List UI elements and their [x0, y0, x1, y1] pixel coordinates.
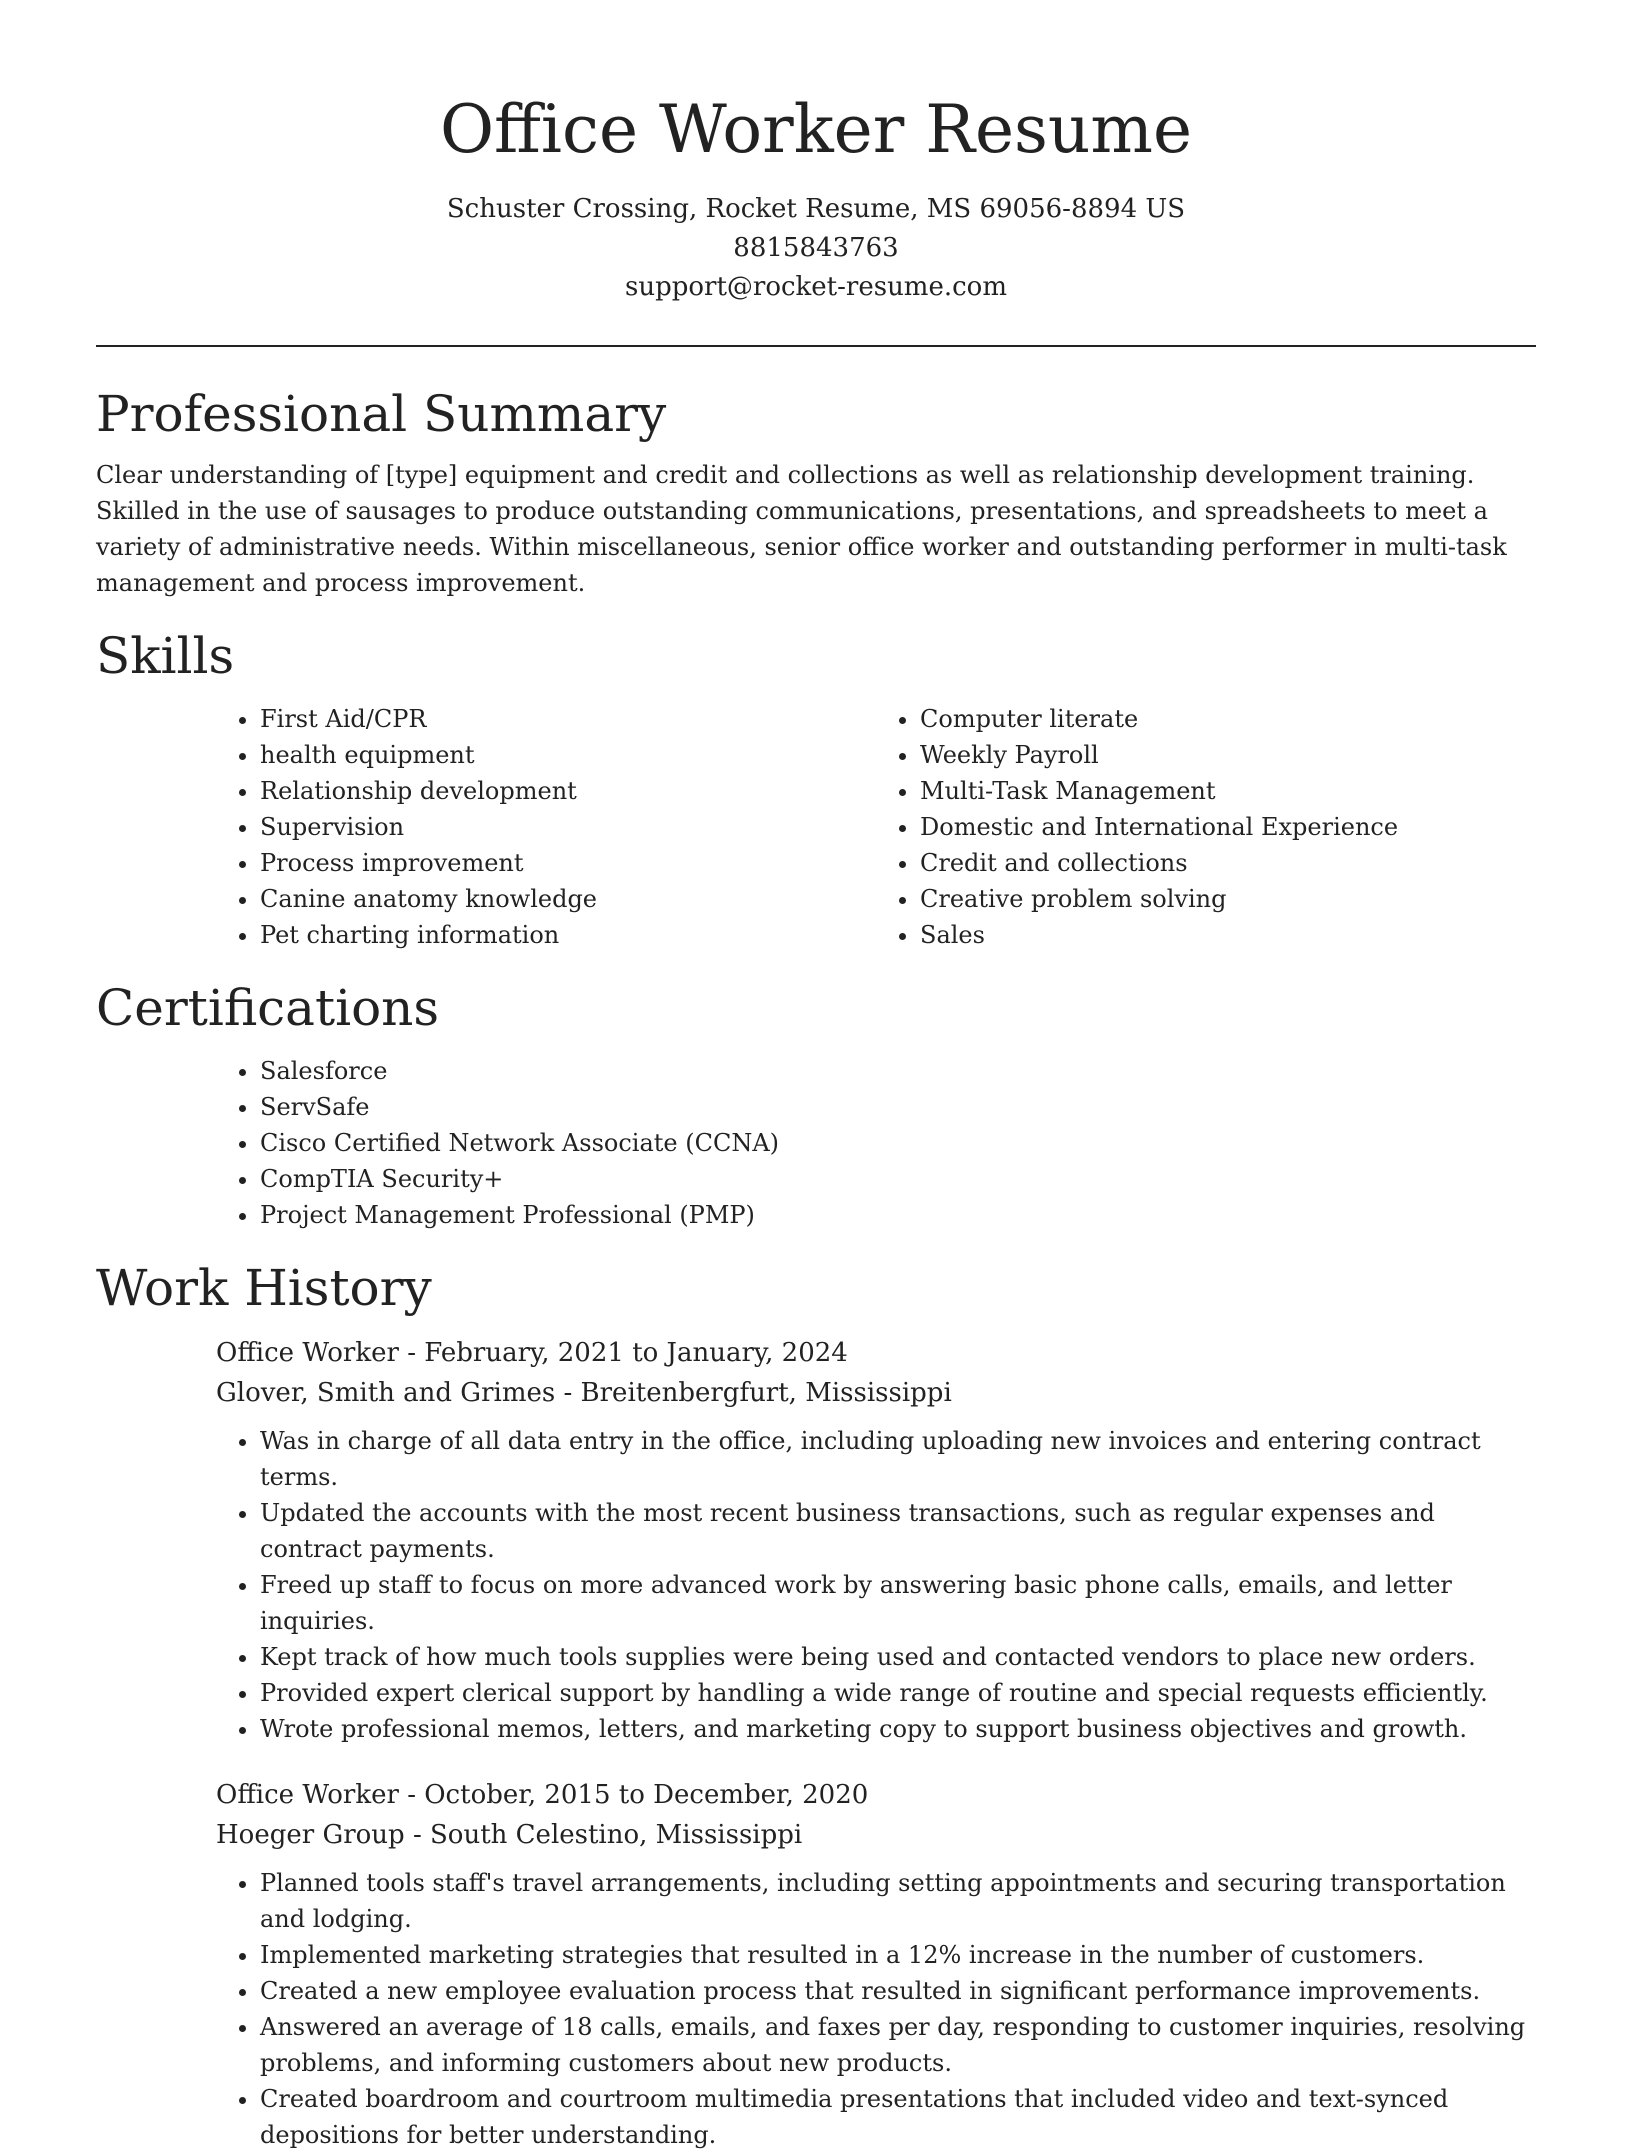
skills-list-left — [216, 701, 876, 953]
skill-item: • Multi-Task Management — [920, 773, 1536, 809]
summary-section — [96, 379, 1536, 601]
job-duty-item: • Created a new employee evaluation process that resulted in significant performance improvements. — [260, 1973, 1536, 2009]
job-duties-list — [216, 1423, 1536, 1747]
job-company: Hoeger Group - South Celestino, Mississippi — [216, 1820, 803, 1850]
job-duty-item: • Provided expert clerical support by handling a wide range of routine and special requests efficiently. — [260, 1675, 1536, 1711]
skill-item: • Relationship development — [260, 773, 876, 809]
skill-item: • Creative problem solving — [920, 881, 1536, 917]
skill-item: • Supervision — [260, 809, 876, 845]
job-duty-item: • Updated the accounts with the most recent business transactions, such as regular expenses and contract payments. — [260, 1495, 1536, 1567]
skill-item: • health equipment — [260, 737, 876, 773]
header-divider — [96, 345, 1536, 347]
skills-columns — [216, 701, 1536, 953]
job-duty-item: • Freed up staff to focus on more advanced work by answering basic phone calls, emails, and letter inquiries. — [260, 1567, 1536, 1639]
job-duty-item: • Kept track of how much tools supplies were being used and contacted vendors to place new orders. — [260, 1639, 1536, 1675]
skill-item: • Computer literate — [920, 701, 1536, 737]
job-company: Glover, Smith and Grimes - Breitenbergfurt, Mississippi — [216, 1378, 952, 1408]
job-title: Office Worker - February, 2021 to January, 2024 — [216, 1338, 848, 1368]
contact-phone: 8815843763 — [733, 233, 899, 263]
summary-heading: Professional Summary — [96, 385, 667, 443]
work-history-jobs — [216, 1333, 1536, 2153]
certifications-heading: Certifications — [96, 979, 440, 1037]
job-entry — [216, 1775, 1536, 2153]
skill-item: • Weekly Payroll — [920, 737, 1536, 773]
job-duty-item: • Planned tools staff's travel arrangements, including setting appointments and securing transportation and lodging. — [260, 1865, 1536, 1937]
skill-item: • First Aid/CPR — [260, 701, 876, 737]
certification-item: • ServSafe — [260, 1089, 1536, 1125]
job-duty-item: • Implemented marketing strategies that resulted in a 12% increase in the number of customers. — [260, 1937, 1536, 1973]
contact-email: support@rocket-resume.com — [624, 272, 1007, 302]
certification-item: • Cisco Certified Network Associate (CCNA) — [260, 1125, 1536, 1161]
certification-item: • CompTIA Security+ — [260, 1161, 1536, 1197]
skills-list-right — [876, 701, 1536, 953]
certifications-list — [216, 1053, 1536, 1233]
job-duty-item: • Answered an average of 18 calls, emails, and faxes per day, responding to customer inquiries, resolving problems, and informing customers about new products. — [260, 2009, 1536, 2081]
certification-item: • Salesforce — [260, 1053, 1536, 1089]
skills-section — [96, 621, 1536, 953]
summary-text: Clear understanding of [type] equipment and credit and collections as well as relationship development training. Skilled in the use of sausages to produce outstanding communications, presentations, and spreadsheets to meet a variety of administrative needs. Within miscellaneous, senior office worker and outstanding performer in multi-task management and process improvement. — [96, 461, 1507, 597]
skill-item: • Process improvement — [260, 845, 876, 881]
job-duty-item: • Wrote professional memos, letters, and marketing copy to support business objectives and growth. — [260, 1711, 1536, 1747]
skill-item: • Credit and collections — [920, 845, 1536, 881]
skill-item: • Pet charting information — [260, 917, 876, 953]
contact-address: Schuster Crossing, Rocket Resume, MS 69056-8894 US — [446, 194, 1186, 224]
job-duty-item: • Created boardroom and courtroom multimedia presentations that included video and text-synced depositions for better understanding. — [260, 2081, 1536, 2153]
job-entry — [216, 1333, 1536, 1747]
job-duty-item: • Was in charge of all data entry in the office, including uploading new invoices and entering contract terms. — [260, 1423, 1536, 1495]
certification-item: • Project Management Professional (PMP) — [260, 1197, 1536, 1233]
skill-item: • Domestic and International Experience — [920, 809, 1536, 845]
skill-item: • Canine anatomy knowledge — [260, 881, 876, 917]
skill-item: • Sales — [920, 917, 1536, 953]
work-heading: Work History — [96, 1259, 432, 1317]
certifications-section — [96, 973, 1536, 1233]
job-duties-list — [216, 1865, 1536, 2153]
resume-title: Office Worker Resume — [439, 91, 1193, 168]
resume-page — [96, 0, 1536, 2153]
job-title: Office Worker - October, 2015 to December, 2020 — [216, 1780, 869, 1810]
skills-heading: Skills — [96, 627, 235, 685]
resume-header — [96, 0, 1536, 347]
work-section — [96, 1253, 1536, 2153]
